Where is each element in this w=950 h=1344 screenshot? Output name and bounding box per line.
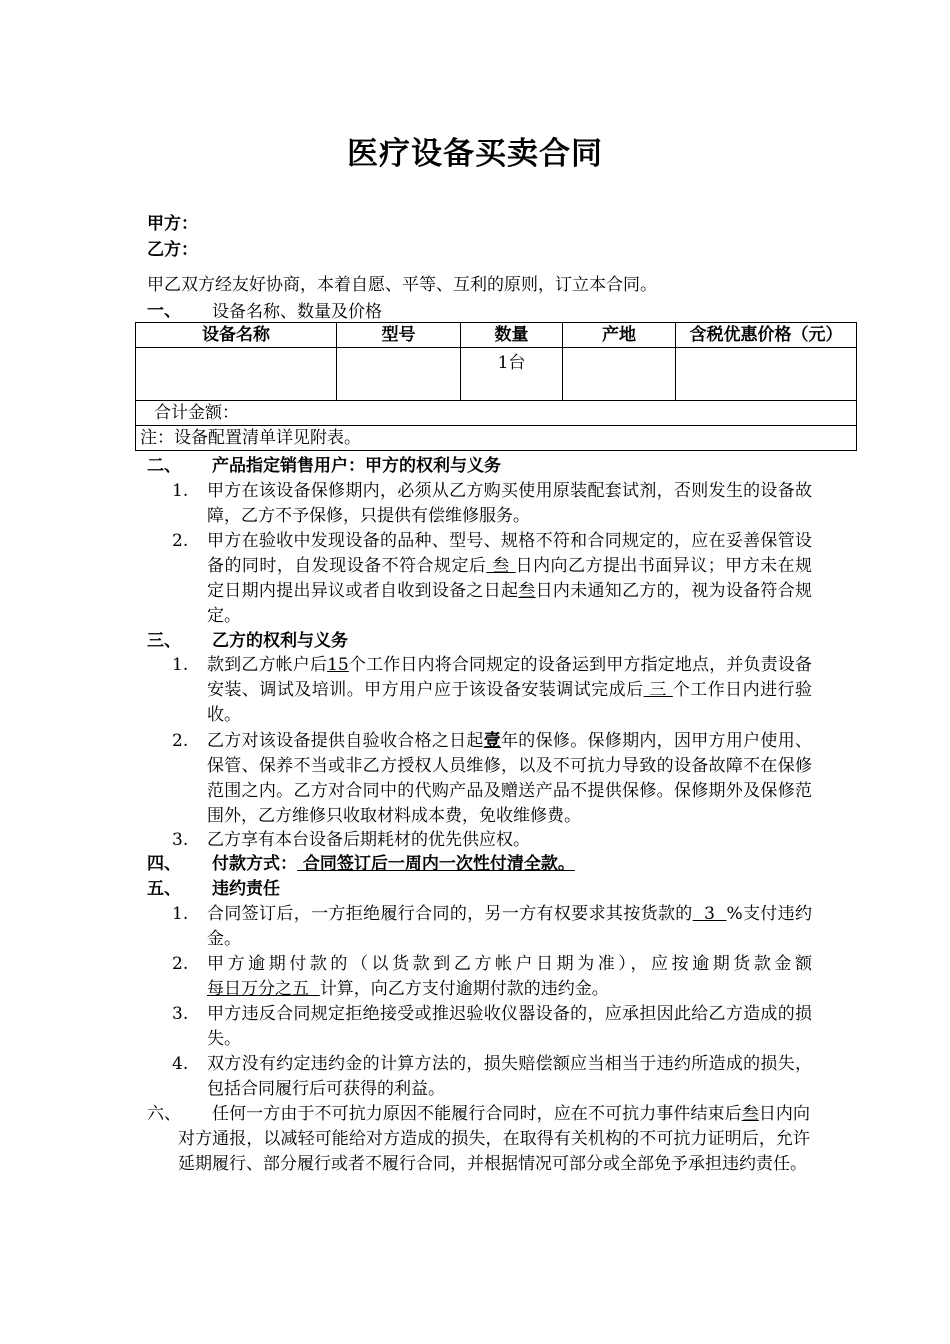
table-note: 注：设备配置清单详见附表。 <box>136 426 857 451</box>
table-header: 型号 <box>337 323 461 348</box>
total-label: 合计金额： <box>136 401 857 426</box>
table-cell <box>563 348 676 401</box>
section-3-number: 三、 <box>147 631 181 651</box>
section-4-heading <box>212 854 575 874</box>
table-cell <box>676 348 857 401</box>
days-value: 三 <box>643 680 673 700</box>
document-title: 医疗设备买卖合同 <box>347 136 603 172</box>
section-1-heading: 设备名称、数量及价格 <box>212 302 382 322</box>
section-2-item-1: 甲方在该设备保修期内，必须从乙方购买使用原装配套试剂，否则发生的设备故障，乙方不予保修，只提供有偿维修服务。 <box>207 481 812 526</box>
item-text: 乙方对该设备提供自验收合格之日起 <box>207 731 484 751</box>
payment-terms: 合同签订后一周内一次性付清全款。 <box>297 854 575 874</box>
section-6-text <box>178 1102 810 1177</box>
table-header: 产地 <box>563 323 676 348</box>
item-number: 2. <box>172 731 189 751</box>
item-text: 个工作日内进行验收。 <box>207 680 813 725</box>
section-6-number: 六、 <box>147 1104 181 1124</box>
warranty-years: 壹 <box>483 731 502 751</box>
item-number: 3. <box>172 1004 189 1024</box>
party-a-label: 甲方： <box>147 214 198 234</box>
item-number: 2. <box>172 954 189 974</box>
item-text: 日内未通知乙方的，视为设备符合规定。 <box>207 581 813 626</box>
table-header-row <box>136 323 857 348</box>
section-5-heading: 违约责任 <box>212 879 280 899</box>
payment-label: 付款方式： <box>212 854 297 874</box>
table-header: 设备名称 <box>136 323 337 348</box>
penalty-percent: 3 <box>692 904 727 924</box>
section-3-item-1 <box>207 653 812 728</box>
item-text: 甲方逾期付款的（以货款到乙方帐户日期为准），应按逾期货款金额 <box>207 954 812 974</box>
days-value: 叁 <box>518 581 536 601</box>
section-4-number: 四、 <box>147 854 181 874</box>
total-row <box>136 401 857 426</box>
item-number: 4. <box>172 1054 189 1074</box>
item-text: 合同签订后，一方拒绝履行合同的，另一方有权要求其按货款的 <box>207 904 693 924</box>
section-3-item-3: 乙方享有本台设备后期耗材的优先供应权。 <box>207 830 530 850</box>
late-fee-rate: 每日万分之五 <box>207 979 320 999</box>
section-5-item-4: 双方没有约定违约金的计算方法的，损失赔偿额应当相当于违约所造成的损失，包括合同履行后可获得的利益。 <box>207 1054 812 1099</box>
table-row <box>136 348 857 401</box>
days-value: 叁 <box>486 556 516 576</box>
equipment-table <box>135 322 857 451</box>
section-5-item-2 <box>207 952 812 1002</box>
table-cell <box>136 348 337 401</box>
section-1-number: 一、 <box>147 301 181 321</box>
section-2-heading: 产品指定销售用户：甲方的权利与义务 <box>212 456 501 476</box>
section-5-number: 五、 <box>147 879 181 899</box>
item-number: 1. <box>172 481 189 501</box>
item-text: 日内向乙方提出书面异议；甲方未在规定日期内提出异议或者自收到设备之日起 <box>207 556 813 601</box>
item-number: 2. <box>172 531 189 551</box>
intro-text: 甲乙双方经友好协商，本着自愿、平等、互利的原则，订立本合同。 <box>147 275 657 295</box>
item-number: 1. <box>172 904 189 924</box>
section-5-item-3: 甲方违反合同规定拒绝接受或推迟验收仪器设备的，应承担因此给乙方造成的损失。 <box>207 1004 812 1049</box>
item-text: %支付违约金。 <box>207 904 813 949</box>
note-row <box>136 426 857 451</box>
section-2-item-2 <box>207 529 812 629</box>
item-number: 1. <box>172 655 189 675</box>
table-header: 数量 <box>461 323 563 348</box>
table-cell: 1台 <box>461 348 563 401</box>
section-5-item-1 <box>207 902 812 952</box>
section-2-number: 二、 <box>147 456 181 476</box>
item-text: 计算，向乙方支付逾期付款的违约金。 <box>319 979 609 999</box>
days-value: 15 <box>327 655 349 675</box>
table-cell <box>337 348 461 401</box>
item-text: 年的保修。保修期内，因甲方用户使用、保管、保养不当或非乙方授权人员维修，以及不可抗力导致的设备故障不在保修范围之内。乙方对合同中的代购产品及赠送产品不提供保修。保修期外及保修范围外，乙方维修只收取材料成本费，免收维修费。 <box>207 731 813 826</box>
item-text: 任何一方由于不可抗力原因不能履行合同时，应在不可抗力事件结束后 <box>212 1104 742 1124</box>
days-value: 叁 <box>741 1104 759 1124</box>
table-header: 含税优惠价格（元） <box>676 323 857 348</box>
party-b-label: 乙方： <box>147 240 198 260</box>
section-3-item-2 <box>207 729 812 829</box>
item-text: 日内向对方通报，以减轻可能给对方造成的损失，在取得有关机构的不可抗力证明后，允许延期履行、部分履行或者不履行合同，并根据情况可部分或全部免予承担违约责任。 <box>178 1104 811 1174</box>
item-text: 款到乙方帐户后 <box>207 655 328 675</box>
section-3-heading: 乙方的权利与义务 <box>212 631 348 651</box>
item-number: 3. <box>172 830 189 850</box>
item-text: 甲方在验收中发现设备的品种、型号、规格不符和合同规定的，应在妥善保管设备的同时，自发现设备不符合规定后 <box>207 531 812 576</box>
item-text: 个工作日内将合同规定的设备运到甲方指定地点，并负责设备安装、调试及培训。甲方用户应于该设备安装调试完成后 <box>207 655 813 700</box>
